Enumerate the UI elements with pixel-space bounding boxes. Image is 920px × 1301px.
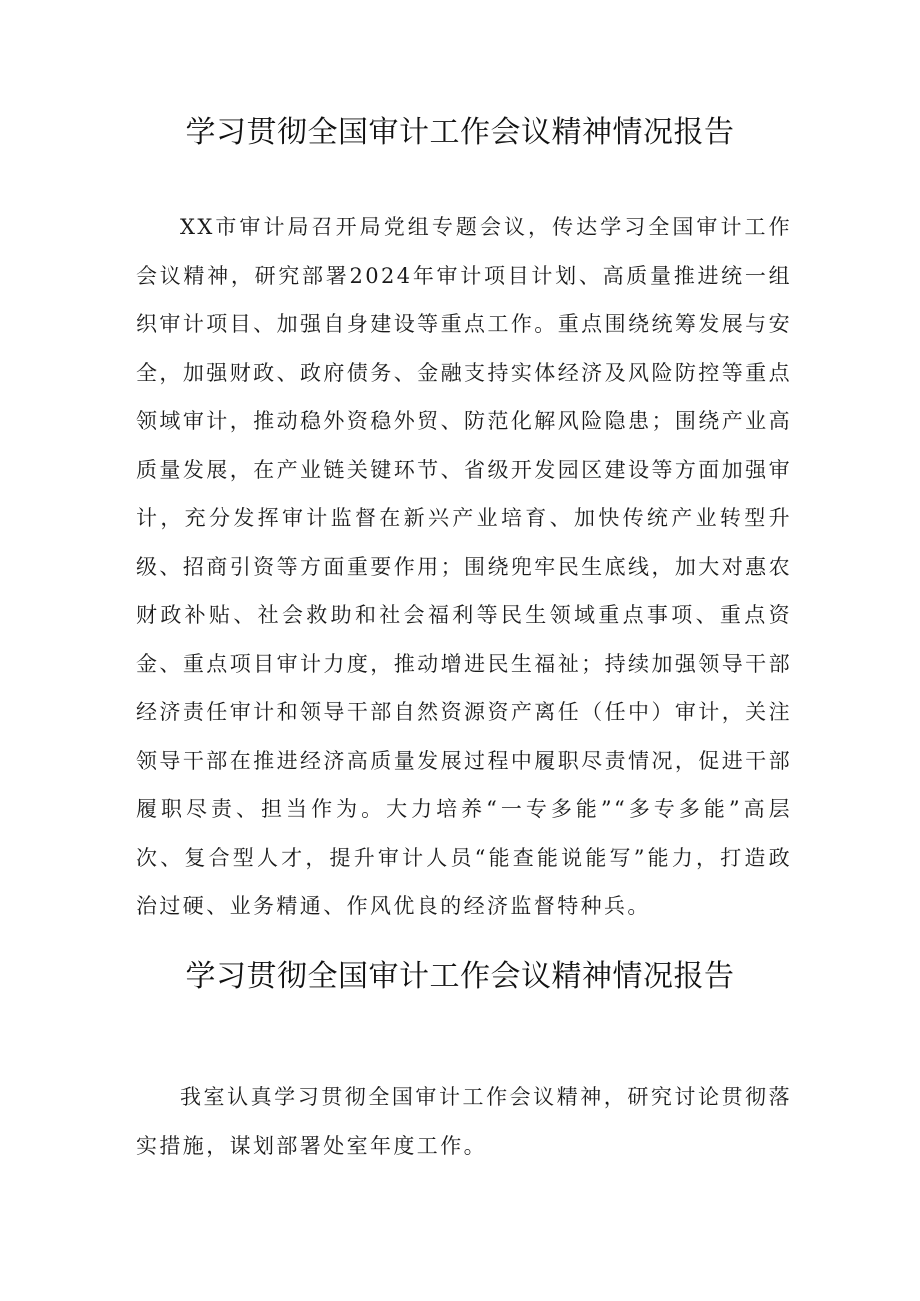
report-title-2: 学习贯彻全国审计工作会议精神情况报告: [185, 959, 735, 994]
report-title-1: 学习贯彻全国审计工作会议精神情况报告: [185, 115, 735, 150]
report-paragraph-2: 我室认真学习贯彻全国审计工作会议精神，研究讨论贯彻落实措施，谋划部署处室年度工作。: [136, 1085, 792, 1158]
report-paragraph-1: XX市审计局召开局党组专题会议，传达学习全国审计工作会议精神，研究部署2024年审计项目计划、高质量推进统一组织审计项目、加强自身建设等重点工作。重点围绕统筹发展与安全，加强财政、政府债务、金融支持实体经济及风险防控等重点领域审计，推动稳外资稳外贸、防范化解风险隐患；围绕产业高质量发展，在产业链关键环节、省级开发园区建设等方面加强审计，充分发挥审计监督在新兴产业培育、加快传统产业转型升级、招商引资等方面重要作用；围绕兜牢民生底线，加大对惠农财政补贴、社会救助和社会福利等民生领域重点事项、重点资金、重点项目审计力度，推动增进民生福祉；持续加强领导干部经济责任审计和领导干部自然资源资产离任（任中）审计，关注领导干部在推进经济高质量发展过程中履职尽责情况，促进干部履职尽责、担当作为。大力培养“一专多能”“多专多能”高层次、复合型人才，提升审计人员“能查能说能写”能力，打造政治过硬、业务精通、作风优良的经济监督特种兵。: [136, 215, 792, 918]
